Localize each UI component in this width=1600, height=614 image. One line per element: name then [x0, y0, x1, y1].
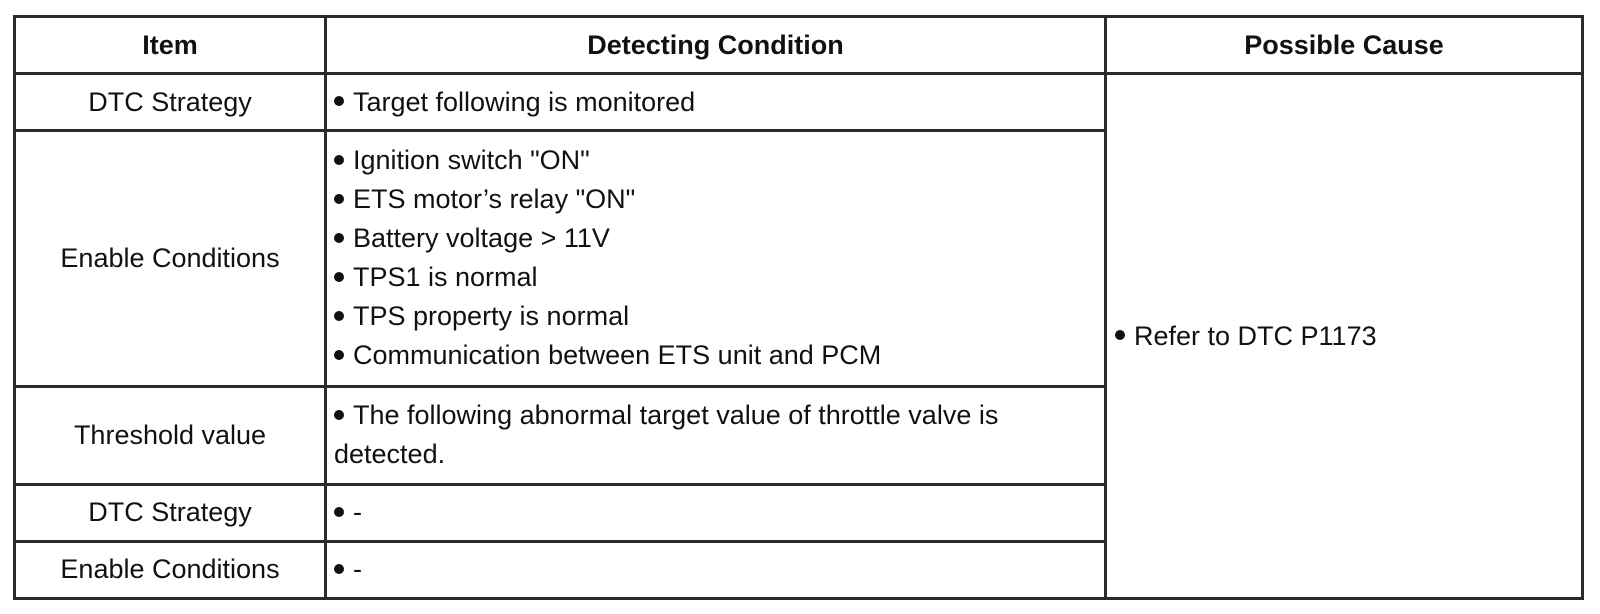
condition-text: ETS motor’s relay "ON": [353, 184, 636, 215]
condition-text: -: [353, 497, 362, 528]
condition-line: [334, 493, 1096, 532]
condition-line: [334, 219, 1096, 258]
condition-text: Communication between ETS unit and PCM: [353, 340, 882, 371]
condition-text: -: [353, 554, 362, 585]
condition-line: [334, 550, 1096, 589]
table-header-row: [15, 17, 1583, 74]
condition-line: [334, 180, 1096, 219]
item-cell: DTC Strategy: [15, 484, 326, 541]
header-detecting-condition: Detecting Condition: [326, 17, 1106, 74]
bullet-icon: [334, 350, 344, 360]
condition-text: Battery voltage > 11V: [353, 223, 610, 254]
bullet-icon: [1115, 330, 1125, 340]
condition-line: [334, 297, 1096, 336]
header-possible-cause: Possible Cause: [1106, 17, 1583, 74]
bullet-icon: [334, 311, 344, 321]
cause-line: [1115, 317, 1581, 356]
condition-line: [334, 336, 1096, 375]
possible-cause-cell: [1106, 74, 1583, 599]
bullet-icon: [334, 272, 344, 282]
item-cell: Threshold value: [15, 386, 326, 484]
bullet-icon: [334, 96, 344, 106]
condition-text: Target following is monitored: [353, 86, 696, 117]
bullet-icon: [334, 507, 344, 517]
item-cell: Enable Conditions: [15, 541, 326, 598]
condition-text: TPS1 is normal: [353, 262, 538, 293]
dtc-detection-table: [13, 15, 1584, 600]
bullet-icon: [334, 410, 344, 420]
condition-line: [334, 141, 1096, 180]
condition-line: [334, 83, 1096, 122]
bullet-icon: [334, 194, 344, 204]
item-cell: DTC Strategy: [15, 74, 326, 131]
condition-line: [334, 396, 1096, 474]
table-row: [15, 74, 1583, 131]
condition-cell: [326, 386, 1106, 484]
bullet-icon: [334, 233, 344, 243]
condition-cell: [326, 541, 1106, 598]
bullet-icon: [334, 155, 344, 165]
condition-text: TPS property is normal: [353, 301, 630, 332]
bullet-icon: [334, 564, 344, 574]
cause-text: Refer to DTC P1173: [1134, 320, 1377, 351]
condition-line: [334, 258, 1096, 297]
condition-cell: [326, 484, 1106, 541]
condition-cell: [326, 131, 1106, 386]
header-item: Item: [15, 17, 326, 74]
condition-cell: [326, 74, 1106, 131]
condition-text: The following abnormal target value of throttle valve is detected.: [334, 400, 999, 470]
item-cell: Enable Conditions: [15, 131, 326, 386]
condition-text: Ignition switch "ON": [353, 145, 590, 176]
